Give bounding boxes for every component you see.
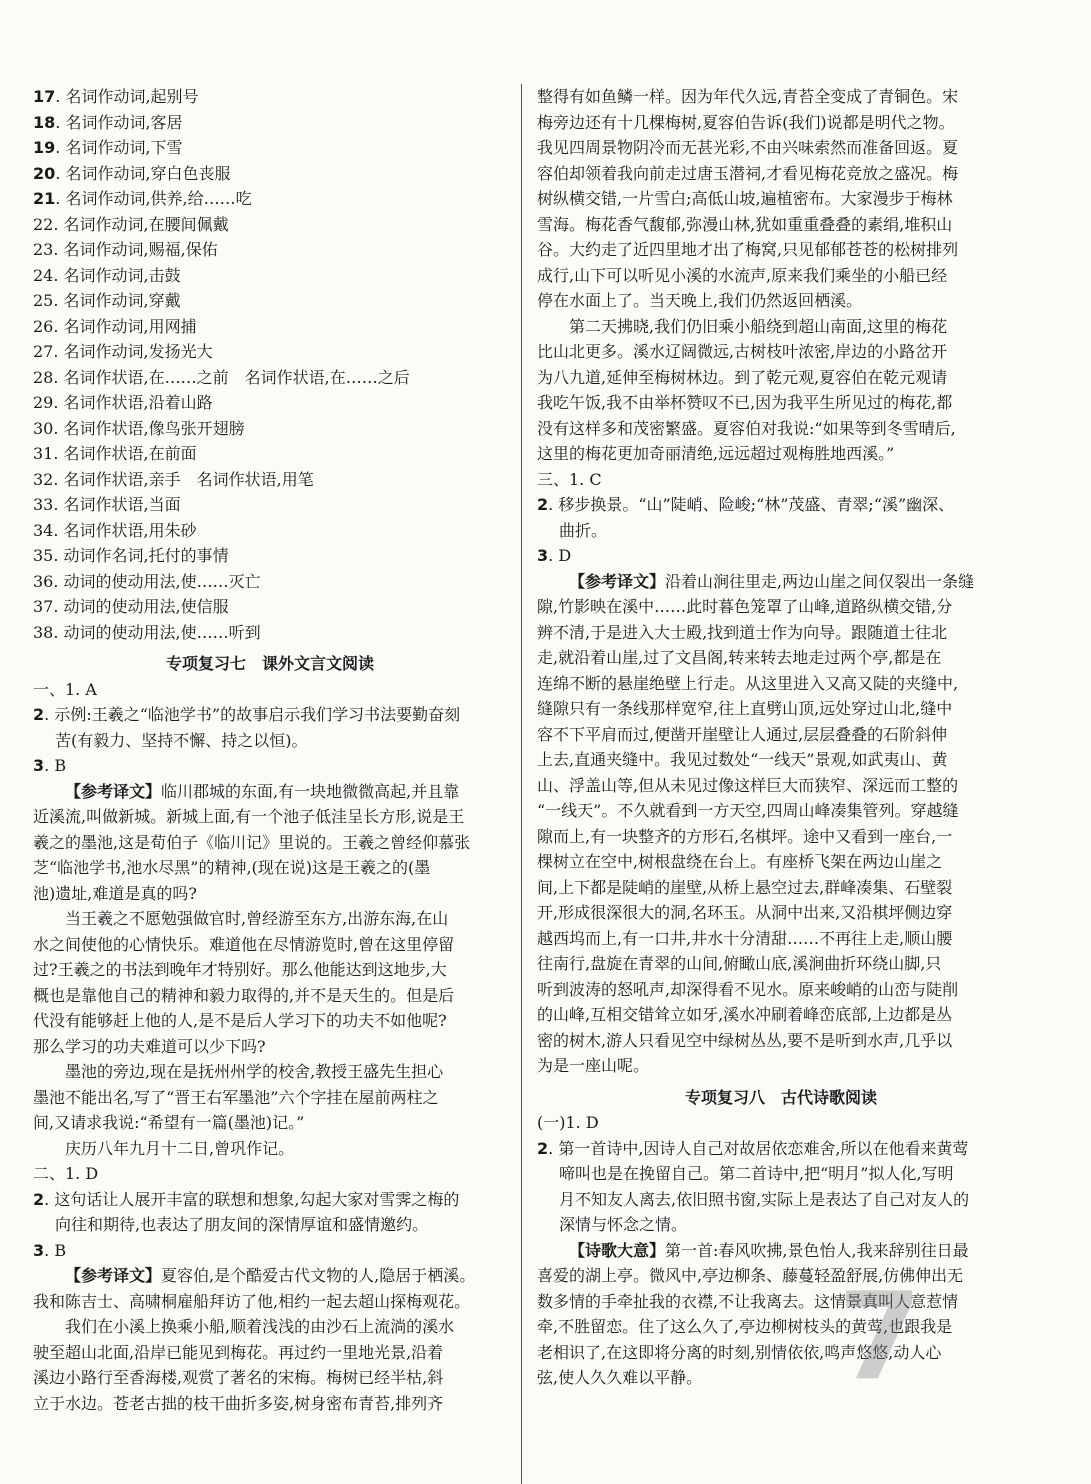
line-text: 32. 名词作状语,亲手 名词作状语,用笔: [33, 469, 314, 489]
text-line: [33, 1008, 507, 1034]
line-text: 水之间使他的心情快乐。难道他在尽情游览时,曾在这里停留: [33, 934, 455, 954]
text-line: [537, 773, 1025, 799]
text-line: [537, 467, 1025, 493]
line-text: 辨不清,于是进入大士殿,找到道士作为向导。跟随道士往北: [537, 622, 948, 642]
line-text: 雪海。梅花香气馥郁,弥漫山林,犹如重重叠叠的素绢,堆积山: [537, 214, 953, 234]
line-text: 溪边小路行至香海楼,观赏了著名的宋梅。梅树已经半枯,斜: [33, 1368, 444, 1387]
text-line: [537, 747, 1025, 773]
line-text: 立于水边。苍老古拙的枝干曲折多姿,树身密布青苔,排列齐: [33, 1393, 444, 1413]
text-line: [537, 1053, 1025, 1079]
line-text: 墨池不能出名,写了“晋王右军墨池”六个字挂在屋前两柱之: [33, 1087, 439, 1107]
text-line: [33, 1110, 507, 1136]
text-line: [33, 957, 507, 983]
text-line: [33, 288, 507, 314]
item-number: 2: [537, 1138, 549, 1158]
text-line: [33, 390, 507, 416]
item-number: 18: [33, 112, 56, 132]
line-text: 28. 名词作状语,在……之前 名词作状语,在……之后: [33, 367, 410, 387]
text-line: [33, 1161, 507, 1187]
text-line: [537, 951, 1025, 977]
text-line: [33, 932, 507, 958]
text-line: [33, 1289, 507, 1315]
line-text: 三、1. C: [537, 469, 602, 489]
text-line: [33, 416, 507, 442]
reference-tag: 【参考译文】: [65, 1266, 162, 1285]
line-text: 35. 动词作名词,托付的事情: [33, 546, 229, 565]
line-text: . B: [44, 1240, 67, 1260]
line-text: 第二天拂晓,我们仍旧乘小船绕到超山南面,这里的梅花: [569, 316, 948, 336]
text-line: [33, 441, 507, 467]
line-text: 往南行,盘旋在青翠的山间,俯瞰山底,溪涧曲折环绕山脚,只: [537, 954, 942, 973]
text-line: [537, 237, 1025, 263]
text-line: [33, 855, 507, 881]
text-line: [537, 1136, 1025, 1162]
line-text: 庆历八年九月十二日,曾巩作记。: [65, 1138, 295, 1158]
line-text: 隙,竹影映在溪中……此时暮色笼罩了山峰,道路纵横交错,分: [537, 597, 953, 616]
line-text: 曲折。: [559, 520, 608, 540]
text-line: [33, 1391, 507, 1417]
text-line: [537, 1365, 1025, 1391]
line-text: 概也是靠他自己的精神和毅力取得的,并不是天生的。但是后: [33, 985, 455, 1005]
line-text: 这里的梅花更加奇丽清绝,远远超过观梅胜地西溪。”: [537, 444, 895, 463]
line-text: 的山峰,互相交错耸立如牙,溪水冲刷着峰峦底部,上边都是丛: [537, 1005, 953, 1024]
text-line: [537, 416, 1025, 442]
line-text: 容伯却领着我向前走过唐玉潜祠,才看见梅花竞放之盛况。梅: [537, 163, 959, 183]
text-line: [537, 875, 1025, 901]
line-text: 临川郡城的东面,有一块地微微高起,并且靠: [161, 781, 460, 801]
text-line: [33, 677, 507, 703]
line-text: 整得有如鱼鳞一样。因为年代久远,青苔全变成了青铜色。宋: [537, 87, 959, 106]
item-number: 2: [33, 1189, 45, 1209]
text-line: [33, 212, 507, 238]
text-line: [33, 881, 507, 907]
line-text: 一、1. A: [33, 679, 97, 699]
line-text: 我吃午饭,我不由举杯赞叹不已,因为我平生所见过的梅花,都: [537, 393, 953, 412]
text-line: [33, 594, 507, 620]
line-text: 为八九道,延伸至梅树林边。到了乾元观,夏容伯在乾元观请: [537, 367, 948, 387]
section-heading: [537, 1085, 1025, 1111]
line-text: 隙而上,有一块整齐的方形石,名棋坪。途中又看到一座台,一: [537, 826, 953, 846]
text-line: [537, 135, 1025, 161]
line-text: 树纵横交错,一片雪白;高低山坡,遍植密布。大家漫步于梅林: [537, 189, 953, 208]
text-line: [537, 1187, 1025, 1213]
line-text: 间,上下都是陡峭的崖壁,从桥上悬空过去,群峰凑集、石壁裂: [537, 877, 953, 897]
line-text: . 第一首诗中,因诗人自己对故居依恋难舍,所以在他看来黄莺: [548, 1138, 969, 1158]
line-text: 连绵不断的悬崖绝壁上行走。从这里进入又高又陡的夹缝中,: [537, 673, 959, 693]
text-line: [537, 1263, 1025, 1289]
line-text: 啼叫也是在挽留自己。第二首诗中,把“明月”拟人化,写明: [559, 1164, 954, 1183]
line-text: 芝“临池学书,池水尽黑”的精神,(现在说)这是王羲之的(墨: [33, 858, 431, 877]
item-number: 3: [537, 546, 549, 565]
line-text: . 名词作动词,起别号: [55, 87, 199, 106]
line-text: 没有这样多和茂密繁盛。夏容伯对我说:“如果等到冬雪晴后,: [537, 418, 956, 438]
line-text: . 名词作动词,客居: [55, 112, 183, 132]
line-text: . 示例:王羲之“临池学书”的故事启示我们学习书法要勤奋刻: [44, 705, 461, 724]
line-text: 牵,不胜留恋。住了这么久了,亭边柳树枝头的黄莺,也跟我是: [537, 1317, 953, 1336]
text-line: [33, 314, 507, 340]
text-line: [33, 339, 507, 365]
line-text: (一)1. D: [537, 1113, 599, 1132]
text-line: [33, 110, 507, 136]
line-text: 数多情的手牵扯我的衣襟,不让我离去。这情景真叫人意惹情: [537, 1291, 959, 1311]
line-text: 夏容伯,是个酷爱古代文物的人,隐居于栖溪。: [161, 1266, 476, 1285]
text-line: [33, 1238, 507, 1264]
line-text: 27. 名词作动词,发扬光大: [33, 342, 213, 361]
line-text: 听到波涛的怒吼声,却深得看不见水。原来峻峭的山峦与陡削: [537, 979, 959, 999]
left-column: [33, 84, 507, 1416]
line-text: 过?王羲之的书法到晚年才特别好。那么他能达到这地步,大: [33, 960, 447, 979]
text-line: [33, 906, 507, 932]
line-text: 墨池的旁边,现在是抚州州学的校舍,教授王盛先生担心: [65, 1062, 444, 1081]
line-text: 越西坞而上,有一口井,井水十分清甜……不再往上走,顺山腰: [537, 928, 953, 948]
line-text: . 移步换景。“山”陡峭、险峻;“林”茂盛、青翠;“溪”幽深、: [548, 495, 955, 514]
reference-tag: 【诗歌大意】: [569, 1240, 666, 1260]
text-line: [537, 84, 1025, 110]
line-text: 那么学习的功夫难道可以少下吗?: [33, 1036, 266, 1056]
text-line: [537, 543, 1025, 569]
line-text: 走,就沿着山崖,过了文昌阁,转来转去地走过两个亭,都是在: [537, 648, 942, 667]
text-line: [537, 288, 1025, 314]
line-text: 梅旁边还有十几棵梅树,夏容伯告诉(我们)说都是明代之物。: [537, 112, 955, 132]
text-line: [537, 365, 1025, 391]
line-text: 专项复习八 古代诗歌阅读: [684, 1087, 877, 1107]
text-line: [537, 1028, 1025, 1054]
text-line: [33, 702, 507, 728]
text-line: [537, 977, 1025, 1003]
text-line: [33, 1314, 507, 1340]
text-line: [537, 161, 1025, 187]
text-line: [33, 135, 507, 161]
section-heading: [33, 651, 507, 677]
text-line: [537, 645, 1025, 671]
text-line: [33, 1365, 507, 1391]
line-text: 24. 名词作动词,击鼓: [33, 265, 181, 285]
line-text: 比山北更多。溪水辽阔微远,古树枝叶浓密,岸边的小路岔开: [537, 342, 948, 361]
text-line: [33, 753, 507, 779]
reference-tag: 【参考译文】: [65, 781, 162, 801]
text-line: [537, 824, 1025, 850]
text-line: [537, 926, 1025, 952]
text-line: [537, 722, 1025, 748]
text-line: [33, 569, 507, 595]
line-text: . 名词作动词,穿白色丧服: [55, 163, 231, 183]
line-text: 38. 动词的使动用法,使……听到: [33, 622, 261, 642]
line-text: 25. 名词作动词,穿戴: [33, 291, 181, 310]
line-text: 我见四周景物阴冷而无甚光彩,不由兴味索然而准备回返。夏: [537, 138, 959, 157]
text-line: [33, 237, 507, 263]
line-text: 30. 名词作状语,像鸟张开翅膀: [33, 418, 245, 438]
line-text: 上去,直通夹缝中。我见过数处“一线天”景观,如武夷山、黄: [537, 750, 948, 769]
text-line: [33, 1085, 507, 1111]
line-text: 36. 动词的使动用法,使……灭亡: [33, 571, 261, 591]
item-number: 21: [33, 189, 56, 208]
line-text: 当王羲之不愿勉强做官时,曾经游至东方,出游东海,在山: [65, 909, 449, 928]
line-text: 深情与怀念之情。: [559, 1215, 688, 1234]
text-line: [537, 314, 1025, 340]
text-line: [537, 1161, 1025, 1187]
line-text: 谷。大约走了近四里地才出了梅窝,只见郁郁苍苍的松树排列: [537, 240, 959, 259]
text-line: [33, 1034, 507, 1060]
line-text: 34. 名词作状语,用朱砂: [33, 520, 197, 540]
reference-tag: 【参考译文】: [569, 571, 666, 591]
text-line: [537, 1110, 1025, 1136]
line-text: 我们在小溪上换乘小船,顺着浅浅的由沙石上流淌的溪水: [65, 1317, 455, 1336]
column-divider: [521, 84, 522, 1484]
line-text: 间,又请求我说:“希望有一篇(墨池)记。”: [33, 1113, 305, 1132]
line-text: 为是一座山呢。: [537, 1056, 650, 1075]
page-watermark: 7: [838, 1268, 922, 1407]
item-number: 3: [33, 756, 45, 775]
line-text: “一线天”。不久就看到一方天空,四周山峰凑集管列。穿越缝: [537, 801, 959, 820]
line-text: 我和陈吉士、高啸桐雇船拜访了他,相约一起去超山探梅观花。: [33, 1291, 471, 1311]
text-line: [537, 798, 1025, 824]
text-line: [33, 1263, 507, 1289]
text-line: [33, 492, 507, 518]
line-text: . 这句话让人展开丰富的联想和想象,勾起大家对雪霁之梅的: [44, 1189, 460, 1209]
text-line: [537, 390, 1025, 416]
text-line: [33, 804, 507, 830]
line-text: 池)遗址,难道是真的吗?: [33, 883, 197, 903]
text-line: [537, 263, 1025, 289]
text-line: [33, 518, 507, 544]
text-line: [537, 900, 1025, 926]
text-line: [537, 1314, 1025, 1340]
line-text: 向往和期待,也表达了朋友间的深情厚谊和盛情邀约。: [55, 1215, 429, 1234]
line-text: 棵树立在空中,树根盘绕在台上。有座桥飞架在两边山崖之: [537, 852, 943, 871]
line-text: 29. 名词作状语,沿着山路: [33, 393, 213, 412]
line-text: 33. 名词作状语,当面: [33, 495, 181, 514]
item-number: 17: [33, 87, 56, 106]
item-number: 3: [33, 1240, 45, 1260]
item-number: 19: [33, 138, 56, 157]
text-line: [33, 161, 507, 187]
line-text: 近溪流,叫做新城。新城上面,有一个池子低洼呈长方形,说是王: [33, 807, 465, 826]
line-text: 代没有能够赶上他的人,是不是后人学习下的功夫不如他呢?: [33, 1011, 447, 1030]
text-line: [537, 594, 1025, 620]
text-line: [33, 728, 507, 754]
text-line: [537, 212, 1025, 238]
line-text: 老相识了,在这即将分离的时刻,别情依依,鸣声悠悠,动人心: [537, 1342, 942, 1362]
line-text: 37. 动词的使动用法,使信服: [33, 597, 229, 616]
text-line: [33, 1136, 507, 1162]
text-line: [33, 983, 507, 1009]
text-line: [537, 1238, 1025, 1264]
line-text: 驶至超山北面,沿岸已能见到梅花。再过约一里地光景,沿着: [33, 1342, 444, 1362]
text-line: [537, 1289, 1025, 1315]
text-line: [537, 620, 1025, 646]
line-text: 山、浮盖山等,但从未见过像这样巨大而狭窄、深远而工整的: [537, 775, 959, 795]
line-text: 羲之的墨池,这是荀伯子《临川记》里说的。王羲之曾经仰慕张: [33, 832, 471, 852]
line-text: 第一首:春风吹拂,景色怡人,我来辞别往日最: [665, 1240, 969, 1260]
text-line: [33, 84, 507, 110]
line-text: 沿着山涧往里走,两边山崖之间仅裂出一条缝: [665, 571, 975, 591]
text-line: [33, 1212, 507, 1238]
text-line: [537, 569, 1025, 595]
line-text: 26. 名词作动词,用网捕: [33, 316, 197, 336]
line-text: 弦,使人久久难以平静。: [537, 1368, 703, 1387]
line-text: 开,形成很深很大的洞,名环玉。从洞中出来,又沿棋坪侧边穿: [537, 903, 953, 922]
text-line: [33, 620, 507, 646]
text-line: [33, 467, 507, 493]
line-text: 二、1. D: [33, 1164, 99, 1183]
text-line: [33, 1187, 507, 1213]
line-text: 密的树木,游人只看见空中绿树丛丛,要不是听到水声,几乎以: [537, 1030, 953, 1050]
line-text: 月不知友人离去,依旧照书窗,实际上是表达了自己对友人的: [559, 1189, 970, 1209]
line-text: 喜爱的湖上亭。微风中,亭边柳条、藤蔓轻盈舒展,仿佛伸出无: [537, 1266, 964, 1285]
text-line: [33, 186, 507, 212]
line-text: . 名词作动词,下雪: [55, 138, 183, 157]
line-text: 停在水面上了。当天晚上,我们仍然返回栖溪。: [537, 291, 863, 310]
line-text: 缝隙只有一条线那样宽窄,往上直劈山顶,远处穿过山北,缝中: [537, 699, 953, 718]
text-line: [537, 849, 1025, 875]
text-line: [33, 830, 507, 856]
line-text: 23. 名词作动词,赐福,保佑: [33, 240, 218, 259]
text-line: [33, 365, 507, 391]
text-line: [33, 779, 507, 805]
item-number: 2: [537, 495, 549, 514]
line-text: 成行,山下可以听见小溪的水流声,原来我们乘坐的小船已经: [537, 265, 948, 285]
text-line: [537, 1340, 1025, 1366]
text-line: [537, 696, 1025, 722]
text-line: [537, 518, 1025, 544]
text-line: [537, 186, 1025, 212]
text-line: [537, 441, 1025, 467]
item-number: 2: [33, 705, 45, 724]
line-text: 31. 名词作状语,在前面: [33, 444, 197, 463]
item-number: 20: [33, 163, 56, 183]
text-line: [537, 339, 1025, 365]
line-text: . D: [548, 546, 572, 565]
text-line: [537, 671, 1025, 697]
line-text: 专项复习七 课外文言文阅读: [165, 654, 374, 673]
text-line: [33, 263, 507, 289]
text-line: [33, 1059, 507, 1085]
text-line: [537, 492, 1025, 518]
line-text: 苦(有毅力、坚持不懈、持之以恒)。: [55, 730, 308, 750]
text-line: [537, 1212, 1025, 1238]
line-text: . B: [44, 756, 67, 775]
right-column: [537, 84, 1025, 1391]
line-text: 容不下平肩而过,便凿开崖壁让人通过,层层叠叠的石阶斜伸: [537, 724, 948, 744]
text-line: [537, 110, 1025, 136]
line-text: . 名词作动词,供养,给……吃: [55, 189, 252, 208]
text-line: [33, 543, 507, 569]
text-line: [33, 1340, 507, 1366]
line-text: 22. 名词作动词,在腰间佩戴: [33, 214, 229, 234]
text-line: [537, 1002, 1025, 1028]
